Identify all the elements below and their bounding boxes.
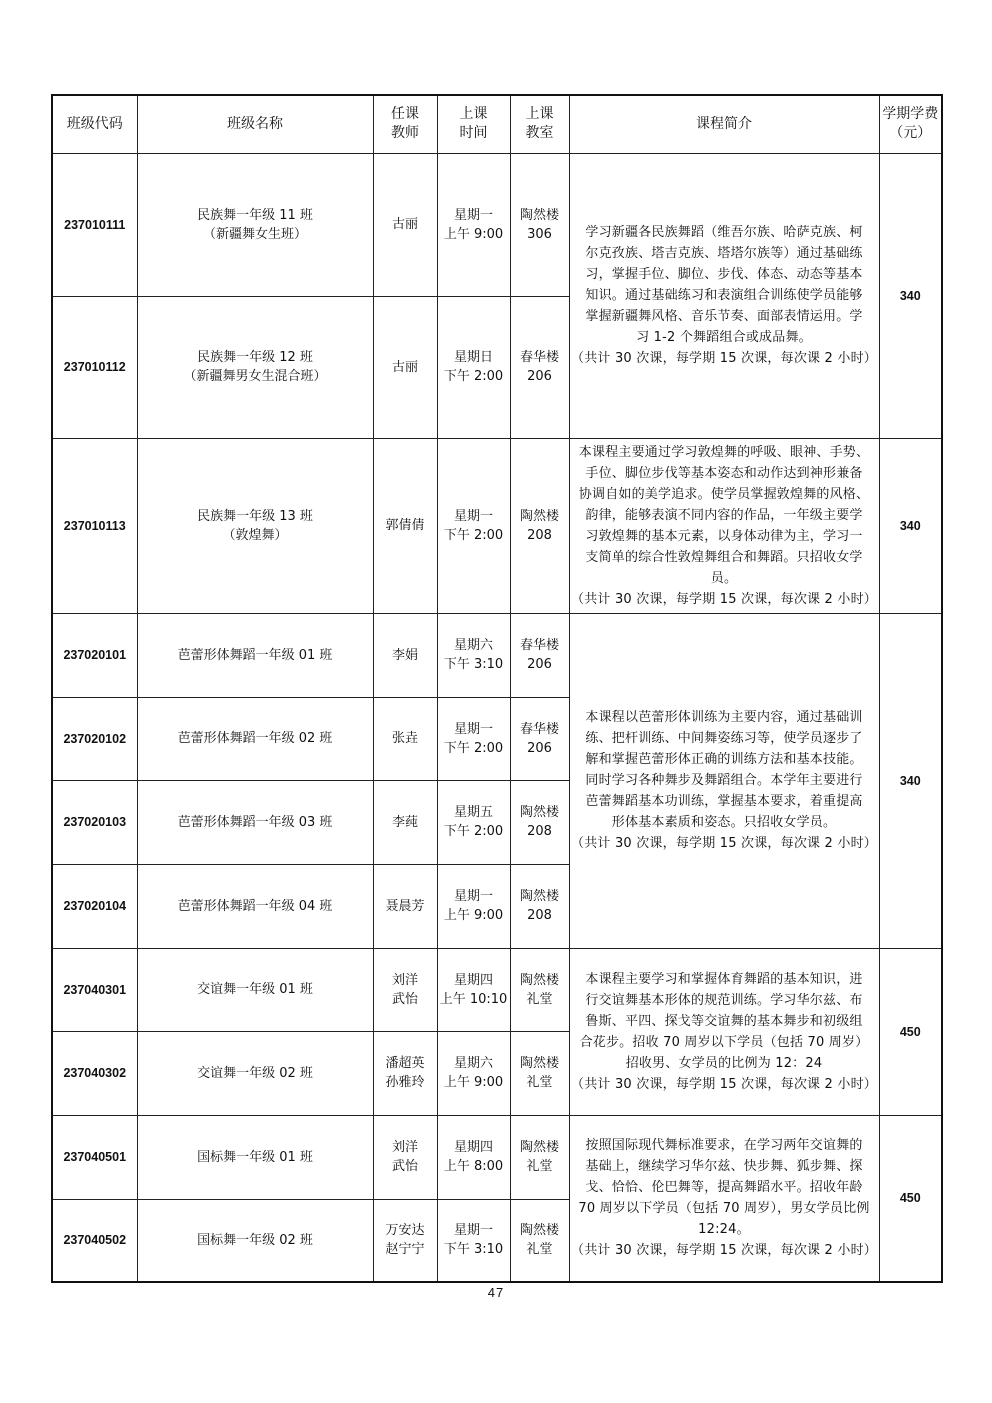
semester-fee: 340 [879, 438, 942, 613]
class-name: 民族舞一年级 13 班 （敦煌舞） [137, 438, 373, 613]
semester-fee: 450 [879, 1115, 942, 1282]
semester-fee: 340 [879, 613, 942, 948]
course-note: （共计 30 次课，每学期 15 次课，每次课 2 小时） [571, 1076, 877, 1092]
class-time: 星期五 下午 2:00 [437, 780, 510, 864]
class-code: 237020104 [52, 864, 137, 948]
class-name: 芭蕾形体舞蹈一年级 01 班 [137, 613, 373, 697]
header-fee: 学期学费 （元） [879, 95, 942, 153]
classroom: 春华楼 206 [510, 697, 569, 780]
classroom: 陶然楼 208 [510, 864, 569, 948]
classroom: 陶然楼 208 [510, 438, 569, 613]
classroom: 陶然楼 礼堂 [510, 948, 569, 1031]
header-row [52, 95, 942, 153]
teacher: 潘超英 孙雅玲 [373, 1031, 437, 1115]
classroom: 陶然楼 礼堂 [510, 1031, 569, 1115]
class-name: 民族舞一年级 11 班 （新疆舞女生班） [137, 153, 373, 296]
semester-fee: 450 [879, 948, 942, 1115]
classroom: 陶然楼 礼堂 [510, 1115, 569, 1199]
class-name: 国标舞一年级 02 班 [137, 1199, 373, 1282]
teacher: 聂晨芳 [373, 864, 437, 948]
teacher: 刘洋 武怡 [373, 948, 437, 1031]
class-code: 237010113 [52, 438, 137, 613]
class-code: 237010112 [52, 296, 137, 438]
class-time: 星期六 下午 3:10 [437, 613, 510, 697]
course-description: 按照国际现代舞标准要求，在学习两年交谊舞的 基础上，继续学习华尔兹、快步舞、狐步舞、探 戈、恰恰、伦巴舞等，提高舞蹈水平。招收年龄 70 周岁以下学员（包括 70 周岁），男女学员比例 12:24。 （共计 30 次课，每学期 15 次课，每次课 2 小时） [569, 1115, 879, 1282]
course-table [51, 94, 943, 1283]
class-name: 芭蕾形体舞蹈一年级 04 班 [137, 864, 373, 948]
course-description: 学习新疆各民族舞蹈（维吾尔族、哈萨克族、柯 尔克孜族、塔吉克族、塔塔尔族等）通过基础练 习，掌握手位、脚位、步伐、体态、动态等基本 知识。通过基础练习和表演组合训练使学员能够 掌握新疆舞风格、音乐节奏、面部表情运用。学 习 1-2 个舞蹈组合或成品舞。 （共计 30 次课，每学期 15 次课，每次课 2 小时） [569, 153, 879, 438]
course-note: （共计 30 次课，每学期 15 次课，每次课 2 小时） [571, 591, 877, 607]
class-code: 237040501 [52, 1115, 137, 1199]
class-time: 星期四 上午 8:00 [437, 1115, 510, 1199]
class-time: 星期一 下午 2:00 [437, 438, 510, 613]
teacher: 刘洋 武怡 [373, 1115, 437, 1199]
class-time: 星期一 下午 3:10 [437, 1199, 510, 1282]
class-time: 星期日 下午 2:00 [437, 296, 510, 438]
teacher: 李莼 [373, 780, 437, 864]
header-time: 上课 时间 [437, 95, 510, 153]
classroom: 陶然楼 208 [510, 780, 569, 864]
class-name: 国标舞一年级 01 班 [137, 1115, 373, 1199]
teacher: 古丽 [373, 296, 437, 438]
class-time: 星期六 上午 9:00 [437, 1031, 510, 1115]
class-code: 237040502 [52, 1199, 137, 1282]
class-time: 星期一 下午 2:00 [437, 697, 510, 780]
course-note: （共计 30 次课，每学期 15 次课，每次课 2 小时） [571, 836, 877, 851]
class-name: 交谊舞一年级 01 班 [137, 948, 373, 1031]
class-name: 民族舞一年级 12 班 （新疆舞男女生混合班） [137, 296, 373, 438]
classroom: 春华楼 206 [510, 296, 569, 438]
table-row [52, 613, 942, 697]
teacher: 万安达 赵宁宁 [373, 1199, 437, 1282]
table-row [52, 948, 942, 1031]
page-number: 47 [487, 1285, 505, 1300]
teacher: 张垚 [373, 697, 437, 780]
teacher: 李娟 [373, 613, 437, 697]
header-code: 班级代码 [52, 95, 137, 153]
classroom: 春华楼 206 [510, 613, 569, 697]
teacher: 郭倩倩 [373, 438, 437, 613]
course-note: （共计 30 次课，每学期 15 次课，每次课 2 小时） [571, 351, 877, 366]
class-code: 237010111 [52, 153, 137, 296]
header-room: 上课 教室 [510, 95, 569, 153]
class-code: 237040301 [52, 948, 137, 1031]
class-time: 星期一 上午 9:00 [437, 864, 510, 948]
class-name: 交谊舞一年级 02 班 [137, 1031, 373, 1115]
class-code: 237020103 [52, 780, 137, 864]
teacher: 古丽 [373, 153, 437, 296]
semester-fee: 340 [879, 153, 942, 438]
class-name: 芭蕾形体舞蹈一年级 03 班 [137, 780, 373, 864]
header-teacher: 任课 教师 [373, 95, 437, 153]
class-code: 237040302 [52, 1031, 137, 1115]
course-note: （共计 30 次课，每学期 15 次课，每次课 2 小时） [571, 1243, 877, 1259]
class-code: 237020102 [52, 697, 137, 780]
table-row [52, 438, 942, 613]
classroom: 陶然楼 礼堂 [510, 1199, 569, 1282]
course-description: 本课程以芭蕾形体训练为主要内容，通过基础训 练、把杆训练、中间舞姿练习等，使学员逐步了 解和掌握芭蕾形体正确的训练方法和基本技能。 同时学习各种舞步及舞蹈组合。本学年主要进行 芭蕾舞蹈基本功训练，掌握基本要求，着重提高 形体基本素质和姿态。只招收女学员。 （共计 30 次课，每学期 15 次课，每次课 2 小时） [569, 613, 879, 948]
classroom: 陶然楼 306 [510, 153, 569, 296]
table-row [52, 153, 942, 296]
class-name: 芭蕾形体舞蹈一年级 02 班 [137, 697, 373, 780]
course-description: 本课程主要通过学习敦煌舞的呼吸、眼神、手势、 手位、脚位步伐等基本姿态和动作达到神形兼备 协调自如的美学追求。使学员掌握敦煌舞的风格、 韵律，能够表演不同内容的作品，一年级主要学 习敦煌舞的基本元素，以身体动律为主，学习一 支简单的综合性敦煌舞组合和舞蹈。只招收女学 员。 （共计 30 次课，每学期 15 次课，每次课 2 小时） [569, 438, 879, 613]
table-body [52, 153, 942, 1282]
class-time: 星期四 上午 10:10 [437, 948, 510, 1031]
class-time: 星期一 上午 9:00 [437, 153, 510, 296]
class-code: 237020101 [52, 613, 137, 697]
header-name: 班级名称 [137, 95, 373, 153]
course-description: 本课程主要学习和掌握体育舞蹈的基本知识，进 行交谊舞基本形体的规范训练。学习华尔兹、布 鲁斯、平四、探戈等交谊舞的基本舞步和初级组 合花步。招收 70 周岁以下学员（包括 70 周岁） 招收男、女学员的比例为 12：24 （共计 30 次课，每学期 15 次课，每次课 2 小时） [569, 948, 879, 1115]
header-desc: 课程简介 [569, 95, 879, 153]
table-row [52, 1115, 942, 1199]
